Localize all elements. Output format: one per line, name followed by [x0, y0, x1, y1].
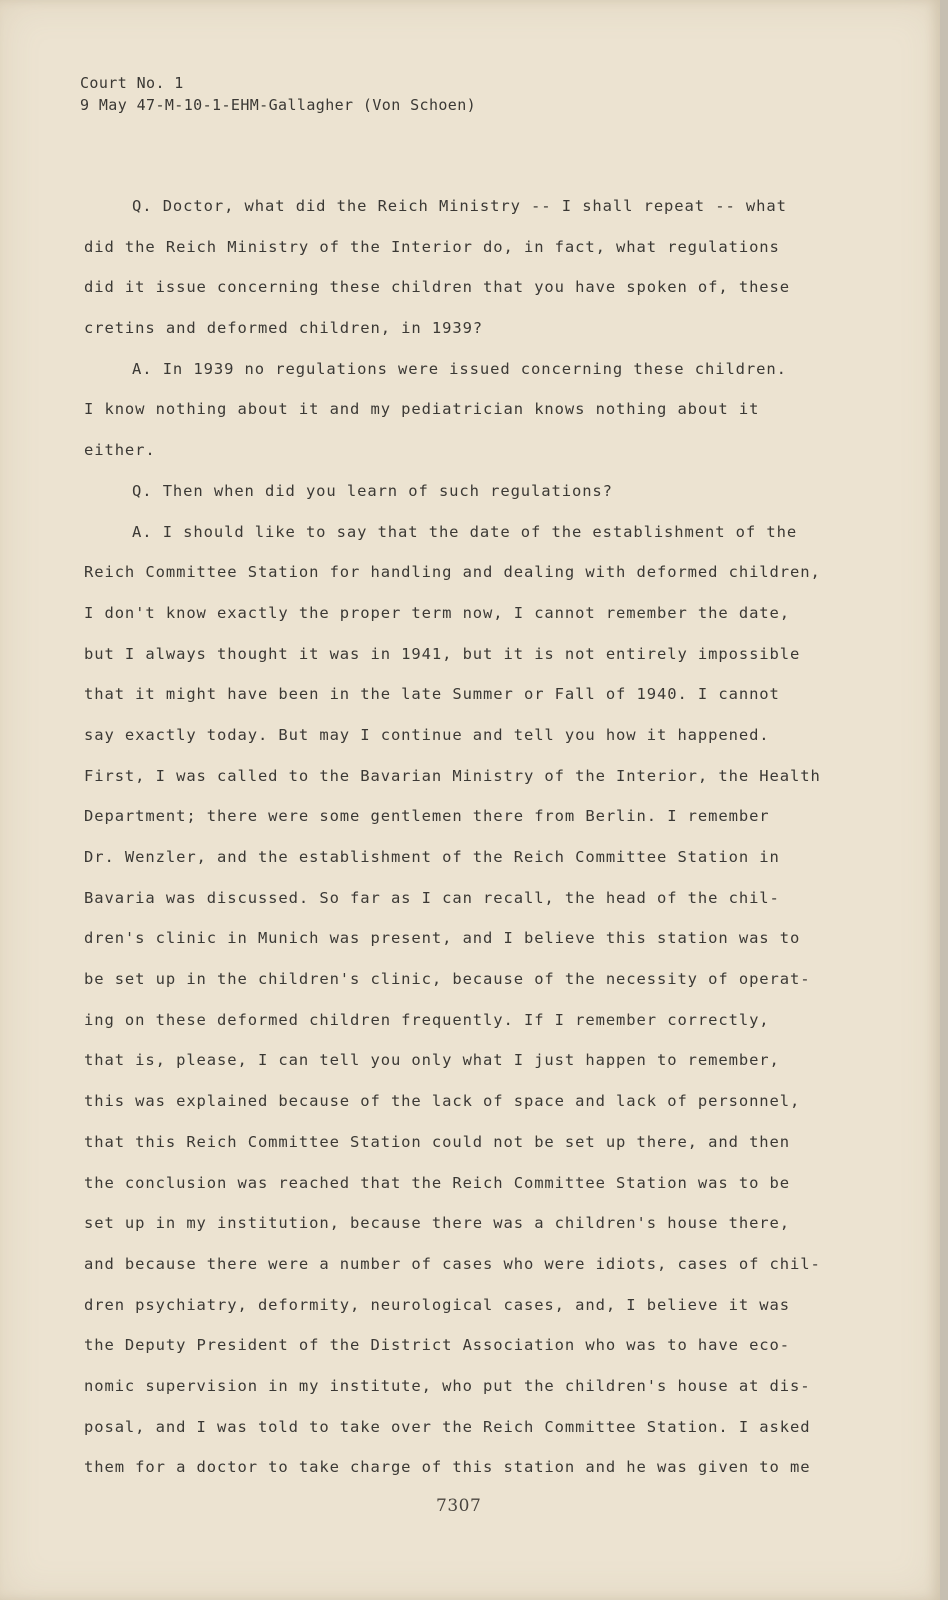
transcript-line: dren psychiatry, deformity, neurological cases, and, I believe it was [84, 1295, 790, 1314]
transcript-line: be set up in the children's clinic, because of the necessity of operat- [84, 970, 811, 989]
transcript-line: the conclusion was reached that the Reich Committee Station was to be [84, 1173, 790, 1192]
transcript-line: this was explained because of the lack of space and lack of personnel, [84, 1092, 801, 1111]
transcript-line: A. In 1939 no regulations were issued concerning these children. [132, 359, 787, 378]
transcript-line: dren's clinic in Munich was present, and I believe this station was to [84, 929, 801, 948]
document-header [80, 72, 476, 116]
transcript-line: that this Reich Committee Station could not be set up there, and then [84, 1132, 790, 1151]
transcript-line: Q. Then when did you learn of such regulations? [132, 481, 613, 500]
transcript-line: say exactly today. But may I continue and tell you how it happened. [84, 725, 770, 744]
transcript-line: ing on these deformed children frequently. If I remember correctly, [84, 1010, 770, 1029]
transcript-line: Dr. Wenzler, and the establishment of the Reich Committee Station in [84, 848, 780, 866]
session-reference: 9 May 47-M-10-1-EHM-Gallagher (Von Schoen) [80, 96, 477, 114]
transcript-line: and because there were a number of cases who were idiots, cases of chil- [84, 1254, 821, 1273]
transcript-body [84, 186, 844, 1488]
transcript-line: did it issue concerning these children that you have spoken of, these [84, 278, 790, 297]
transcript-line: Q. Doctor, what did the Reich Ministry -- I shall repeat -- what [132, 197, 787, 215]
transcript-line: that it might have been in the late Summer or Fall of 1940. I cannot [84, 685, 780, 704]
transcript-line: I don't know exactly the proper term now, I cannot remember the date, [84, 603, 790, 622]
transcript-line: that is, please, I can tell you only what I just happen to remember, [84, 1051, 780, 1070]
transcript-line: did the Reich Ministry of the Interior do, in fact, what regulations [84, 237, 780, 256]
court-number: Court No. 1 [80, 74, 184, 92]
transcript-line: Bavaria was discussed. So far as I can recall, the head of the chil- [84, 888, 780, 907]
transcript-line: but I always thought it was in 1941, but it is not entirely impossible [84, 644, 801, 663]
transcript-line: Department; there were some gentlemen there from Berlin. I remember [84, 807, 770, 826]
transcript-line: First, I was called to the Bavarian Ministry of the Interior, the Health [84, 766, 821, 785]
page-edge [940, 0, 948, 1600]
transcript-line: I know nothing about it and my pediatrician knows nothing about it [84, 400, 760, 419]
page-number: 7307 [436, 1496, 482, 1516]
transcript-line: A. I should like to say that the date of the establishment of the [132, 522, 798, 541]
transcript-line: posal, and I was told to take over the Reich Committee Station. I asked [84, 1417, 811, 1436]
transcript-line: either. [84, 441, 156, 460]
transcript-line: nomic supervision in my institute, who put the children's house at dis- [84, 1376, 811, 1395]
transcript-line: them for a doctor to take charge of this station and he was given to me [84, 1458, 811, 1477]
transcript-line: the Deputy President of the District Association who was to have eco- [84, 1336, 790, 1355]
transcript-line: cretins and deformed children, in 1939? [84, 319, 484, 338]
transcript-line: set up in my institution, because there was a children's house there, [84, 1214, 790, 1233]
transcript-line: Reich Committee Station for handling and dealing with deformed children, [84, 563, 821, 582]
